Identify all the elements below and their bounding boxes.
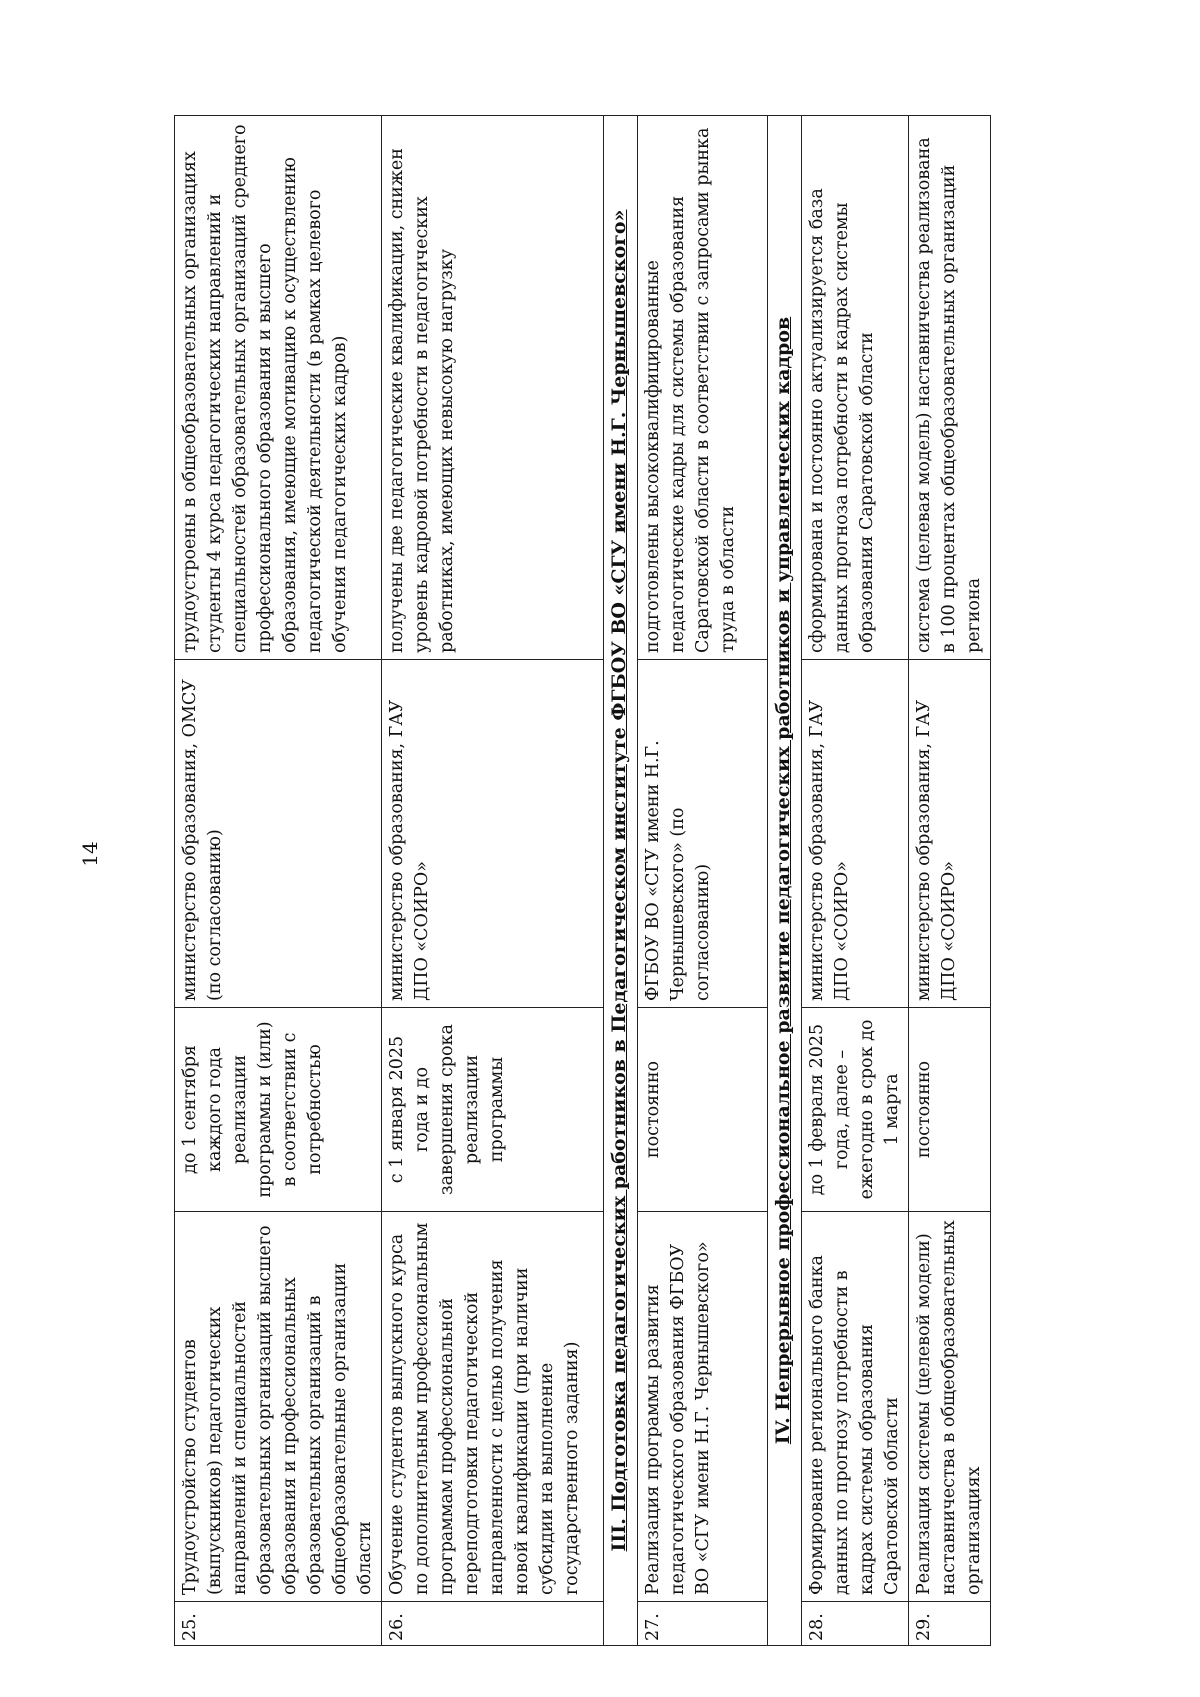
deadline-cell: до 1 сентября каждого года реализации программы и (или) в соответствии с потребностью <box>175 1008 382 1212</box>
section-row <box>604 116 638 1646</box>
rotated-table-container <box>174 116 1046 1646</box>
deadline-cell: до 1 февраля 2025 года, далее – ежегодно в срок до 1 марта <box>802 1008 909 1212</box>
row-number: 29. <box>909 1602 991 1646</box>
measure-cell: Реализация программы развития педагогического образования ФГБОУ ВО «СГУ имени Н.Г. Чернышевского» <box>638 1212 768 1602</box>
measure-cell: Формирование регионального банка данных по прогнозу потребности в кадрах системы образования Саратовской области <box>802 1212 909 1602</box>
deadline-cell: постоянно <box>909 1008 991 1212</box>
executors-cell: ФГБОУ ВО «СГУ имени Н.Г. Чернышевского» (по согласованию) <box>638 660 768 1008</box>
section-heading: III. Подготовка педагогических работников в Педагогическом институте ФГБОУ ВО «СГУ имени Н.Г. Чернышевского» <box>604 116 638 1646</box>
row-number: 28. <box>802 1602 909 1646</box>
page-number: 14 <box>78 841 102 867</box>
plan-table <box>174 115 991 1646</box>
row-number: 26. <box>382 1602 604 1646</box>
row-number: 27. <box>638 1602 768 1646</box>
table-row <box>638 116 768 1646</box>
deadline-cell: постоянно <box>638 1008 768 1212</box>
executors-cell: министерство образования, ГАУ ДПО «СОИРО» <box>802 660 909 1008</box>
table-row <box>909 116 991 1646</box>
section-row <box>768 116 802 1646</box>
executors-cell: министерство образования, ОМСУ (по согласованию) <box>175 660 382 1008</box>
section-heading: IV. Непрерывное профессиональное развитие педагогических работников и управленческих кадров <box>768 116 802 1646</box>
row-number: 25. <box>175 1602 382 1646</box>
executors-cell: министерство образования, ГАУ ДПО «СОИРО» <box>909 660 991 1008</box>
table-row <box>175 116 382 1646</box>
table-row <box>382 116 604 1646</box>
measure-cell: Обучение студентов выпускного курса по дополнительным профессиональным программам профессиональной переподготовки педагогической направленности с целью получения новой квалификации (при наличии субсидии на выполнение государственного задания) <box>382 1212 604 1602</box>
executors-cell: министерство образования, ГАУ ДПО «СОИРО» <box>382 660 604 1008</box>
deadline-cell: с 1 января 2025 года и до завершения срока реализации программы <box>382 1008 604 1212</box>
result-cell: получены две педагогические квалификации, снижен уровень кадровой потребности в педагогических работниках, имеющих невысокую нагрузку <box>382 116 604 660</box>
result-cell: система (целевая модель) наставничества реализована в 100 процентах общеобразовательных организаций региона <box>909 116 991 660</box>
measure-cell: Трудоустройство студентов (выпускников) педагогических направлений и специальностей образовательных организаций высшего образования и профессиональных образовательных организаций в общеобразовательные организации области <box>175 1212 382 1602</box>
table-row <box>802 116 909 1646</box>
measure-cell: Реализация системы (целевой модели) наставничества в общеобразовательных организациях <box>909 1212 991 1602</box>
result-cell: сформирована и постоянно актуализируется база данных прогноза потребности в кадрах системы образования Саратовской области <box>802 116 909 660</box>
result-cell: подготовлены высококвалифицированные педагогические кадры для системы образования Саратовской области в соответствии с запросами рынка труда в области <box>638 116 768 660</box>
result-cell: трудоустроены в общеобразовательных организациях студенты 4 курса педагогических направлений и специальностей образовательных организаций среднего профессионального образования и высшего образования, имеющие мотивацию к осуществлению педагогической деятельности (в рамках целевого обучения педагогических кадров) <box>175 116 382 660</box>
